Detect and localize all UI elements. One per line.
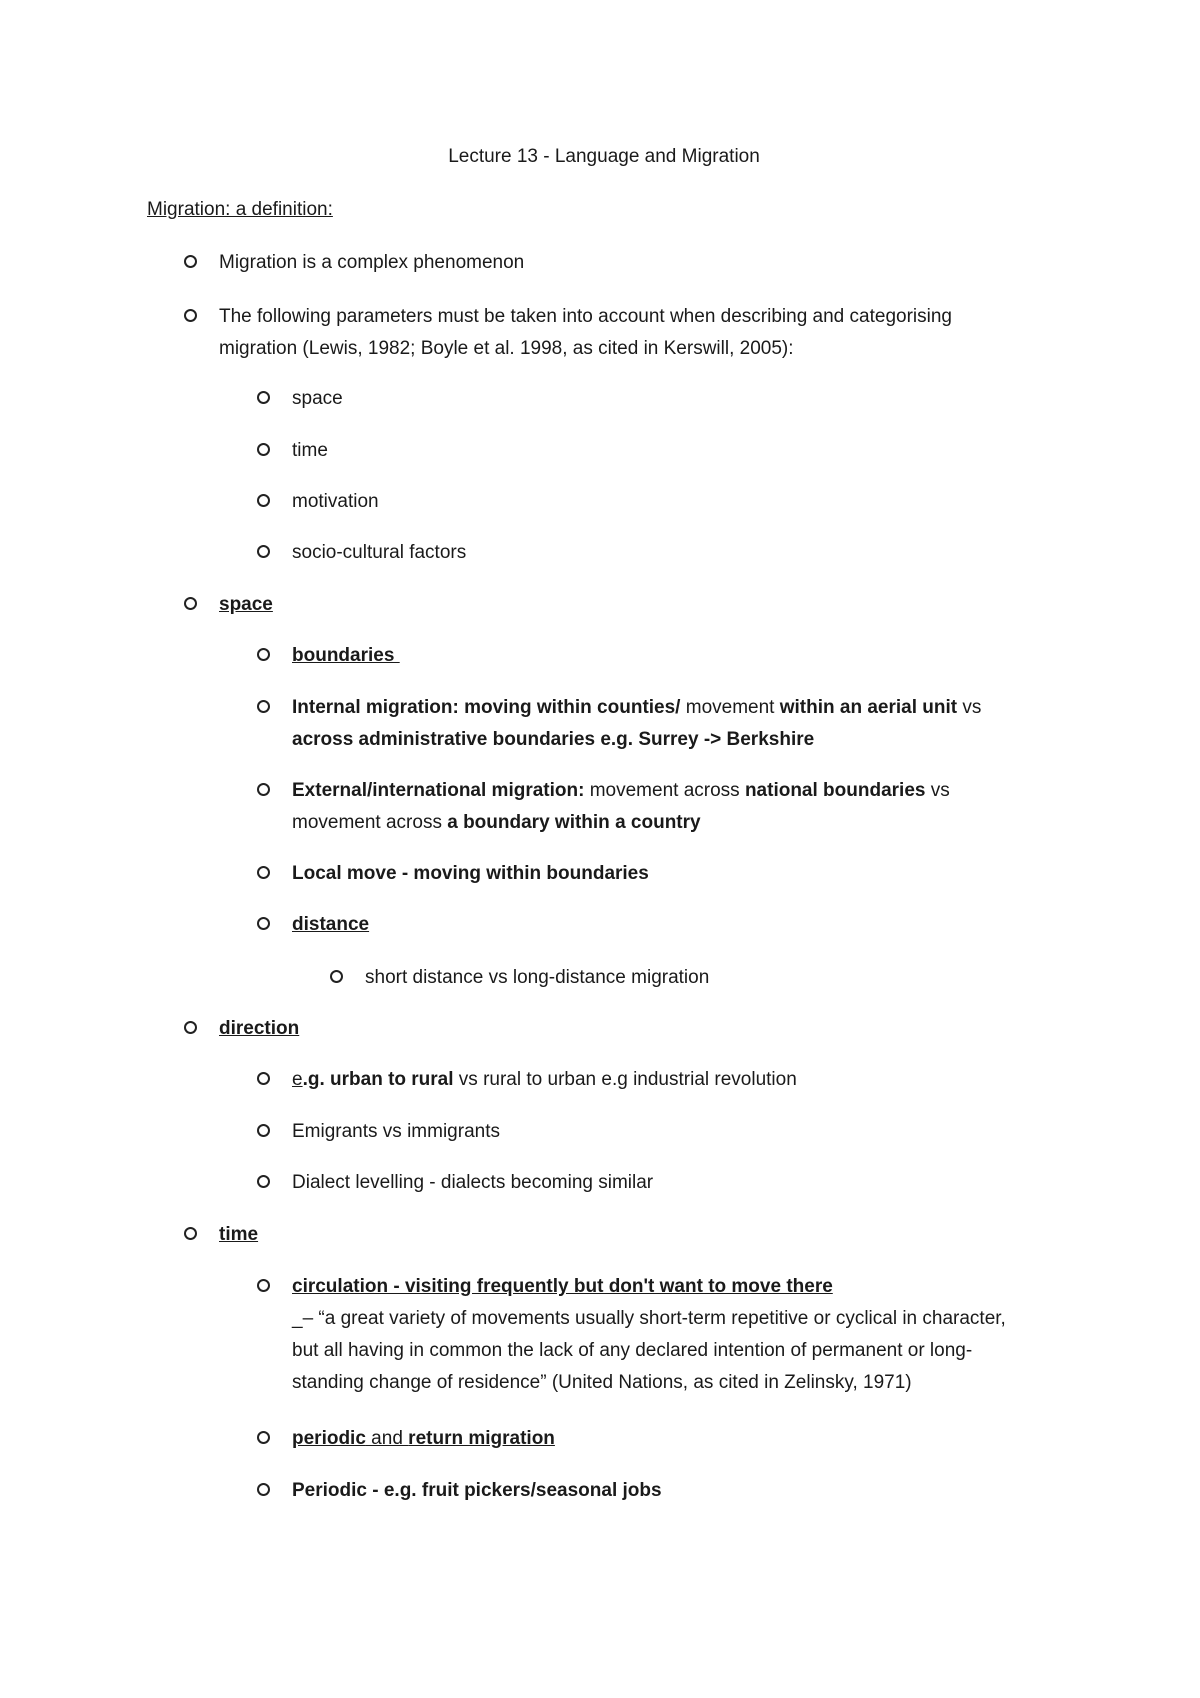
bullet-icon: [184, 1227, 197, 1240]
list-item: time: [292, 440, 328, 461]
list-item: space: [292, 388, 343, 409]
list-item: Migration is a complex phenomenon: [219, 252, 525, 273]
bullet-icon: [257, 648, 270, 661]
list-item-circulation: [292, 1271, 1006, 1399]
list-item-internal-migration: [292, 692, 981, 756]
list-item-line: movement across a boundary within a country: [292, 812, 701, 833]
bullet-icon: [257, 1072, 270, 1085]
list-item-time: time: [219, 1224, 259, 1245]
bullet-icon: [257, 783, 270, 796]
list-item: short distance vs long-distance migration: [365, 967, 710, 988]
bullet-icon: [184, 597, 197, 610]
list-item-line: circulation - visiting frequently but don't want to move there: [292, 1276, 833, 1297]
document-title: Lecture 13 - Language and Migration: [448, 146, 760, 167]
bullet-icon: [257, 1483, 270, 1496]
list-item-direction: direction: [219, 1018, 300, 1039]
bullet-icon: [257, 1175, 270, 1188]
bullet-icon: [257, 866, 270, 879]
bullet-icon: [257, 1279, 270, 1292]
list-item-line: but all having in common the lack of any declared intention of permanent or long-: [292, 1340, 973, 1361]
bullet-icon: [257, 1431, 270, 1444]
list-item: motivation: [292, 491, 379, 512]
list-item-local-move: Local move - moving within boundaries: [292, 863, 649, 884]
bullet-icon: [257, 700, 270, 713]
list-item: e.g. urban to rural vs rural to urban e.g industrial revolution: [292, 1069, 797, 1090]
bullet-icon: [257, 1124, 270, 1137]
bullet-icon: [257, 391, 270, 404]
list-item-line: migration (Lewis, 1982; Boyle et al. 1998, as cited in Kerswill, 2005):: [219, 338, 794, 359]
bullet-icon: [184, 1021, 197, 1034]
list-item-line: standing change of residence” (United Nations, as cited in Zelinsky, 1971): [292, 1372, 912, 1393]
bullet-icon: [330, 970, 343, 983]
list-item: [219, 301, 952, 365]
section-heading: Migration: a definition:: [147, 199, 333, 220]
bullet-icon: [184, 255, 197, 268]
list-item: Emigrants vs immigrants: [292, 1121, 500, 1142]
bullet-icon: [257, 545, 270, 558]
list-item-line: The following parameters must be taken into account when describing and categorising: [219, 306, 952, 327]
list-item-line: Internal migration: moving within counties/ movement within an aerial unit vs: [292, 697, 982, 718]
list-item-distance: distance: [292, 914, 370, 935]
list-item-external-migration: [292, 775, 950, 839]
list-item-space: space: [219, 594, 273, 615]
list-item: socio-cultural factors: [292, 542, 467, 563]
bullet-icon: [257, 917, 270, 930]
list-item-periodic: Periodic - e.g. fruit pickers/seasonal jobs: [292, 1480, 662, 1501]
bullet-icon: [184, 309, 197, 322]
list-item-line: _– “a great variety of movements usually short-term repetitive or cyclical in character,: [292, 1308, 1006, 1329]
list-item: Dialect levelling - dialects becoming similar: [292, 1172, 654, 1193]
bullet-icon: [257, 443, 270, 456]
list-item-line: across administrative boundaries e.g. Surrey -> Berkshire: [292, 729, 815, 750]
list-item-periodic-return: periodic and return migration: [292, 1428, 555, 1449]
list-item-boundaries: boundaries: [292, 645, 400, 666]
bullet-icon: [257, 494, 270, 507]
list-item-line: External/international migration: movement across national boundaries vs: [292, 780, 950, 801]
